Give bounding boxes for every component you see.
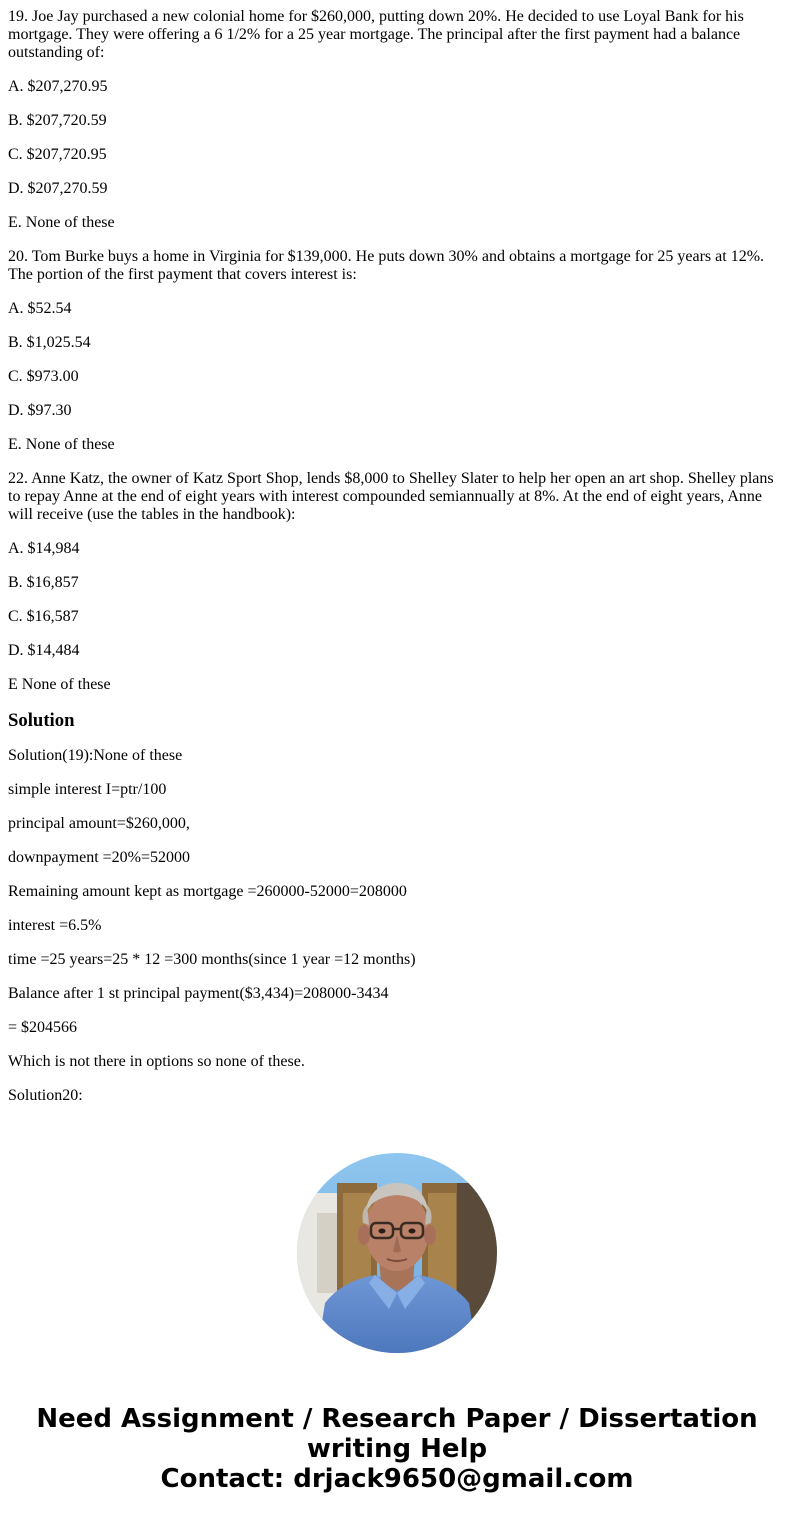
solution-line: Which is not there in options so none of these.: [8, 1053, 305, 1070]
question-22-option-b: B. $16,857: [8, 574, 79, 591]
question-19-option-c: C. $207,720.95: [8, 146, 107, 163]
question-20-option-e: E. None of these: [8, 436, 115, 453]
question-20-option-c: C. $973.00: [8, 368, 79, 385]
question-19-text: 19. Joe Jay purchased a new colonial home for $260,000, putting down 20%. He decided to use Loyal Bank for his mortgage. They were offering a 6 1/2% for a 25 year mortgage. The principal after the first payment had a balance outstanding of:: [8, 8, 744, 61]
solution-line: Balance after 1 st principal payment($3,434)=208000-3434: [8, 985, 389, 1002]
question-20-option-d: D. $97.30: [8, 402, 72, 419]
solution-line: Remaining amount kept as mortgage =260000-52000=208000: [8, 883, 407, 900]
question-22-option-d: D. $14,484: [8, 642, 80, 659]
question-22-option-a: A. $14,984: [8, 540, 80, 557]
promo-line-2: writing Help: [306, 1434, 488, 1464]
question-22-option-e: E None of these: [8, 676, 111, 693]
solution-line: interest =6.5%: [8, 917, 102, 934]
solution-heading: Solution: [8, 710, 75, 731]
question-22-text: 22. Anne Katz, the owner of Katz Sport Shop, lends $8,000 to Shelley Slater to help her open an art shop. Shelley plans to repay Anne at the end of eight years with interest compounded semiannually at 8%. At the end of eight years, Anne will receive (use the tables in the handbook):: [8, 470, 774, 523]
question-20-option-a: A. $52.54: [8, 300, 72, 317]
solution-line: Solution(19):None of these: [8, 747, 183, 764]
document-body: [8, 8, 778, 1121]
solution-line: time =25 years=25 * 12 =300 months(since 1 year =12 months): [8, 951, 416, 968]
solution-line: = $204566: [8, 1019, 78, 1036]
solution-line: downpayment =20%=52000: [8, 849, 191, 866]
question-19-option-b: B. $207,720.59: [8, 112, 107, 129]
question-20-option-b: B. $1,025.54: [8, 334, 91, 351]
promo-line-1: Need Assignment / Research Paper / Dissertation: [36, 1404, 758, 1434]
promo-banner: [0, 1404, 794, 1494]
question-19-option-e: E. None of these: [8, 214, 115, 231]
question-19-option-a: A. $207,270.95: [8, 78, 108, 95]
question-22-option-c: C. $16,587: [8, 608, 79, 625]
solution-line: Solution20:: [8, 1087, 83, 1104]
question-19-option-d: D. $207,270.59: [8, 180, 108, 197]
author-photo: [297, 1153, 497, 1353]
portrait-image: [297, 1153, 497, 1353]
question-20-text: 20. Tom Burke buys a home in Virginia for $139,000. He puts down 30% and obtains a mortgage for 25 years at 12%. The portion of the first payment that covers interest is:: [8, 248, 765, 283]
promo-contact: Contact: drjack9650@gmail.com: [160, 1464, 634, 1494]
solution-line: simple interest I=ptr/100: [8, 781, 167, 798]
solution-line: principal amount=$260,000,: [8, 815, 190, 832]
